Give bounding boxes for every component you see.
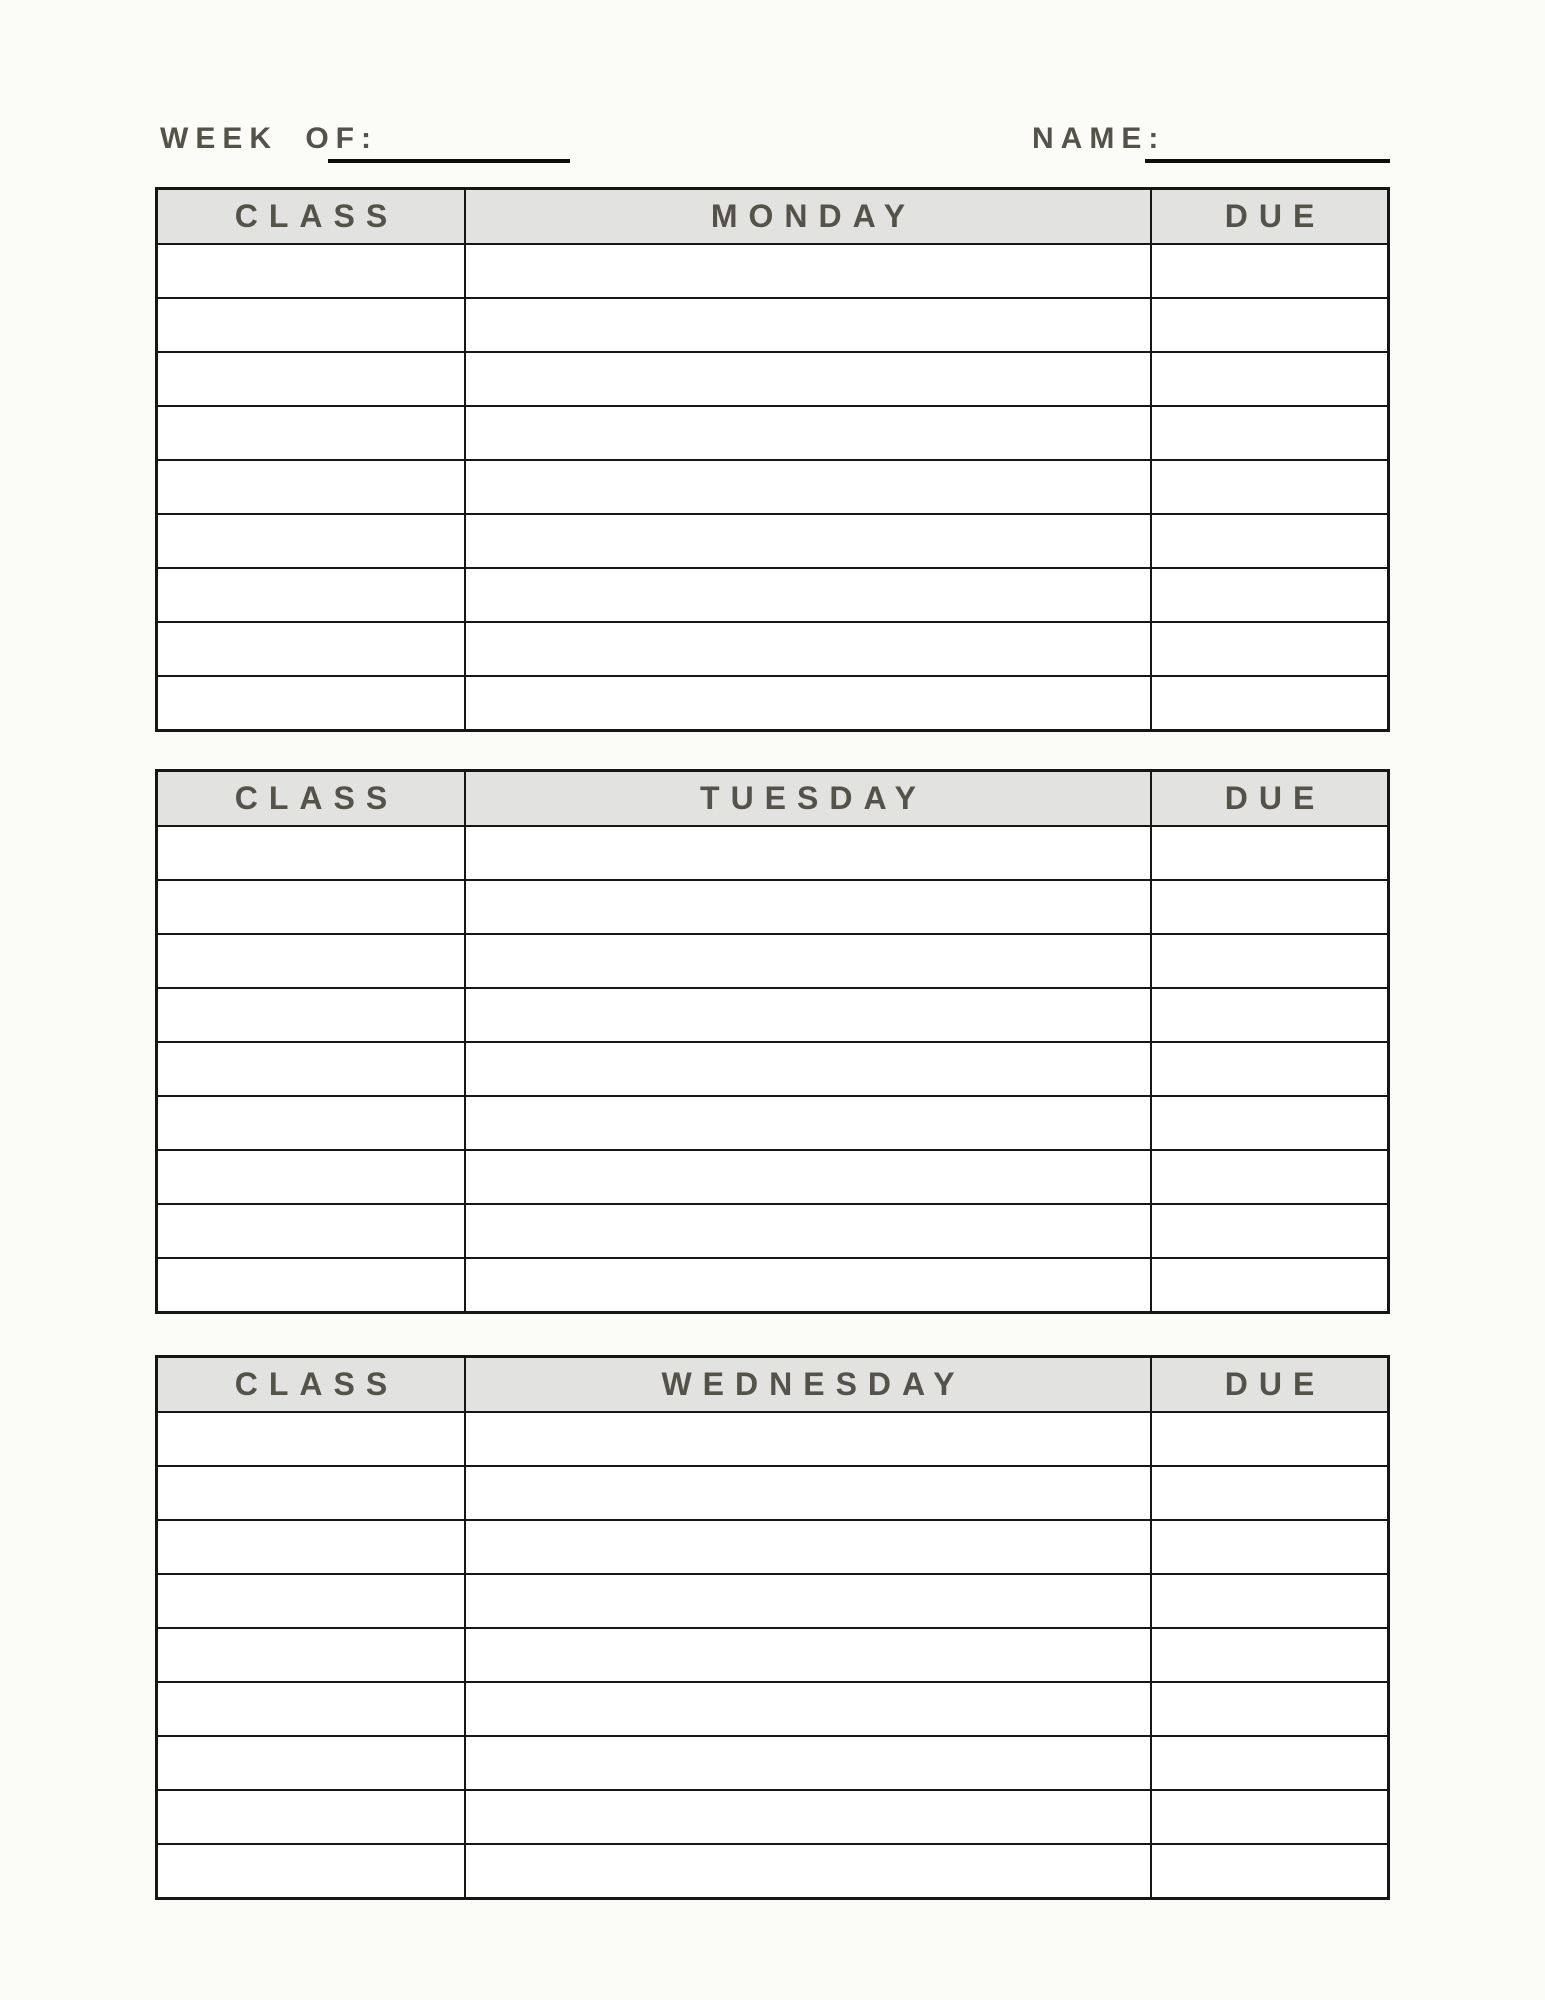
class-cell[interactable] — [158, 299, 466, 351]
table-row — [158, 1149, 1387, 1203]
due-cell[interactable] — [1152, 1151, 1387, 1203]
class-cell[interactable] — [158, 407, 466, 459]
table-row — [158, 1257, 1387, 1311]
class-cell[interactable] — [158, 1737, 466, 1789]
day-cell[interactable] — [466, 1629, 1152, 1681]
due-header: DUE — [1224, 1366, 1326, 1402]
class-cell[interactable] — [158, 1097, 466, 1149]
name-blank-line[interactable] — [1145, 159, 1390, 163]
due-cell[interactable] — [1152, 353, 1387, 405]
table-row — [158, 675, 1387, 729]
due-cell[interactable] — [1152, 569, 1387, 621]
class-cell[interactable] — [158, 1043, 466, 1095]
class-cell[interactable] — [158, 1259, 466, 1311]
wednesday-table-header-row — [158, 1358, 1387, 1411]
due-cell[interactable] — [1152, 1575, 1387, 1627]
due-cell[interactable] — [1152, 881, 1387, 933]
table-row — [158, 879, 1387, 933]
class-cell[interactable] — [158, 623, 466, 675]
tuesday-table — [155, 769, 1390, 1314]
due-cell[interactable] — [1152, 1737, 1387, 1789]
class-cell[interactable] — [158, 245, 466, 297]
class-cell[interactable] — [158, 353, 466, 405]
class-header: CLASS — [158, 1358, 466, 1411]
class-cell[interactable] — [158, 1521, 466, 1573]
day-header: WEDNESDAY — [466, 1358, 1152, 1411]
day-cell[interactable] — [466, 1575, 1152, 1627]
due-cell[interactable] — [1152, 1467, 1387, 1519]
due-cell[interactable] — [1152, 935, 1387, 987]
due-cell[interactable] — [1152, 1413, 1387, 1465]
due-cell[interactable] — [1152, 1521, 1387, 1573]
due-cell[interactable] — [1152, 1845, 1387, 1897]
day-cell[interactable] — [466, 677, 1152, 729]
day-cell[interactable] — [466, 353, 1152, 405]
table-row — [158, 1681, 1387, 1735]
day-cell[interactable] — [466, 569, 1152, 621]
table-row — [158, 1789, 1387, 1843]
due-header: DUE — [1224, 780, 1326, 816]
due-cell[interactable] — [1152, 1259, 1387, 1311]
class-cell[interactable] — [158, 989, 466, 1041]
day-cell[interactable] — [466, 1151, 1152, 1203]
day-cell[interactable] — [466, 623, 1152, 675]
class-cell[interactable] — [158, 515, 466, 567]
table-row — [158, 1041, 1387, 1095]
table-row — [158, 567, 1387, 621]
day-cell[interactable] — [466, 299, 1152, 351]
due-cell[interactable] — [1152, 299, 1387, 351]
day-cell[interactable] — [466, 827, 1152, 879]
class-cell[interactable] — [158, 1413, 466, 1465]
day-cell[interactable] — [466, 1791, 1152, 1843]
table-row — [158, 1095, 1387, 1149]
class-cell[interactable] — [158, 1629, 466, 1681]
day-cell[interactable] — [466, 1467, 1152, 1519]
table-row — [158, 1627, 1387, 1681]
table-row — [158, 513, 1387, 567]
due-cell[interactable] — [1152, 677, 1387, 729]
table-row — [158, 825, 1387, 879]
due-cell[interactable] — [1152, 407, 1387, 459]
table-row — [158, 1465, 1387, 1519]
due-cell[interactable] — [1152, 827, 1387, 879]
day-cell[interactable] — [466, 515, 1152, 567]
day-cell[interactable] — [466, 989, 1152, 1041]
week-of-blank-line[interactable] — [328, 159, 570, 163]
tuesday-table-header-row — [158, 772, 1387, 825]
due-header: DUE — [1224, 198, 1326, 234]
table-row — [158, 459, 1387, 513]
due-cell[interactable] — [1152, 1043, 1387, 1095]
day-cell[interactable] — [466, 245, 1152, 297]
wednesday-table — [155, 1355, 1390, 1900]
day-cell[interactable] — [466, 935, 1152, 987]
due-cell[interactable] — [1152, 515, 1387, 567]
day-cell[interactable] — [466, 1043, 1152, 1095]
day-cell[interactable] — [466, 1205, 1152, 1257]
due-cell[interactable] — [1152, 461, 1387, 513]
due-cell[interactable] — [1152, 245, 1387, 297]
day-cell[interactable] — [466, 461, 1152, 513]
class-cell[interactable] — [158, 677, 466, 729]
table-row — [158, 405, 1387, 459]
table-row — [158, 1573, 1387, 1627]
class-cell[interactable] — [158, 881, 466, 933]
class-cell[interactable] — [158, 1467, 466, 1519]
class-header: CLASS — [158, 190, 466, 243]
name-label: NAME: — [1032, 122, 1166, 155]
table-row — [158, 351, 1387, 405]
day-header: TUESDAY — [466, 772, 1152, 825]
table-row — [158, 933, 1387, 987]
due-cell[interactable] — [1152, 623, 1387, 675]
class-cell[interactable] — [158, 1575, 466, 1627]
class-cell[interactable] — [158, 1683, 466, 1735]
day-cell[interactable] — [466, 1413, 1152, 1465]
table-row — [158, 243, 1387, 297]
day-cell[interactable] — [466, 1259, 1152, 1311]
table-row — [158, 1843, 1387, 1897]
table-row — [158, 621, 1387, 675]
week-of-label: WEEK OF: — [160, 122, 378, 155]
table-row — [158, 1735, 1387, 1789]
class-cell[interactable] — [158, 569, 466, 621]
day-cell[interactable] — [466, 1097, 1152, 1149]
day-cell[interactable] — [466, 1683, 1152, 1735]
due-cell[interactable] — [1152, 1629, 1387, 1681]
monday-table — [155, 187, 1390, 732]
day-cell[interactable] — [466, 881, 1152, 933]
class-cell[interactable] — [158, 1845, 466, 1897]
day-cell[interactable] — [466, 1737, 1152, 1789]
due-cell[interactable] — [1152, 1683, 1387, 1735]
class-cell[interactable] — [158, 935, 466, 987]
day-header: MONDAY — [466, 190, 1152, 243]
table-row — [158, 1519, 1387, 1573]
day-cell[interactable] — [466, 1845, 1152, 1897]
table-row — [158, 1411, 1387, 1465]
due-cell[interactable] — [1152, 989, 1387, 1041]
due-cell[interactable] — [1152, 1097, 1387, 1149]
table-row — [158, 1203, 1387, 1257]
monday-table-header-row — [158, 190, 1387, 243]
due-cell[interactable] — [1152, 1791, 1387, 1843]
class-cell[interactable] — [158, 461, 466, 513]
class-cell[interactable] — [158, 1205, 466, 1257]
table-row — [158, 987, 1387, 1041]
day-cell[interactable] — [466, 407, 1152, 459]
table-row — [158, 297, 1387, 351]
class-cell[interactable] — [158, 1151, 466, 1203]
class-header: CLASS — [158, 772, 466, 825]
class-cell[interactable] — [158, 827, 466, 879]
day-cell[interactable] — [466, 1521, 1152, 1573]
class-cell[interactable] — [158, 1791, 466, 1843]
due-cell[interactable] — [1152, 1205, 1387, 1257]
